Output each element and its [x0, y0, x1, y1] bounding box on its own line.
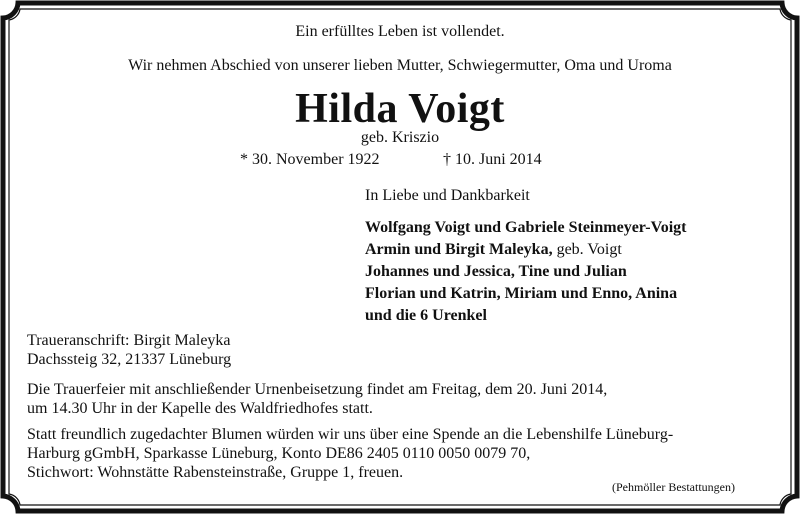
undertaker-credit: (Pehmöller Bestattungen): [612, 480, 735, 494]
mourner-line-5: und die 6 Urenkel: [365, 307, 487, 324]
mourner-line-2-maiden: geb. Voigt: [556, 241, 622, 258]
donation-line-1: Statt freundlich zugedachter Blumen würden wir uns über eine Spende an die Lebenshilfe Lüneburg-: [27, 426, 674, 443]
deceased-name: Hilda Voigt: [295, 86, 505, 132]
mourner-line-3: Johannes und Jessica, Tine und Julian: [365, 263, 627, 280]
mourners-intro: In Liebe und Dankbarkeit: [365, 187, 530, 204]
mourner-line-2-names: Armin und Birgit Maleyka,: [365, 241, 553, 258]
address-line-1: Traueranschrift: Birgit Maleyka: [27, 332, 231, 349]
donation-line-2: Harburg gGmbH, Sparkasse Lüneburg, Konto DE86 2405 0110 0050 0079 70,: [27, 445, 531, 462]
birth-date: * 30. November 1922: [240, 151, 380, 168]
farewell-line: Wir nehmen Abschied von unserer lieben Mutter, Schwiegermutter, Oma und Uroma: [128, 57, 672, 74]
mourner-line-4: Florian und Katrin, Miriam und Enno, Anina: [365, 285, 678, 302]
ceremony-line-2: um 14.30 Uhr in der Kapelle des Waldfriedhofes statt.: [27, 400, 373, 417]
mourner-line-1: Wolfgang Voigt und Gabriele Steinmeyer-Voigt: [365, 219, 687, 236]
death-date: † 10. Juni 2014: [443, 151, 542, 168]
address-line-2: Dachssteig 32, 21337 Lüneburg: [27, 351, 232, 368]
mourner-line-2: [365, 240, 622, 260]
ceremony-line-1: Die Trauerfeier mit anschließender Urnenbeisetzung findet am Freitag, dem 20. Juni 2014,: [27, 381, 608, 398]
donation-line-3: Stichwort: Wohnstätte Rabensteinstraße, Gruppe 1, freuen.: [27, 464, 404, 481]
opening-line: Ein erfülltes Leben ist vollendet.: [295, 23, 505, 40]
maiden-name: geb. Kriszio: [360, 129, 440, 146]
